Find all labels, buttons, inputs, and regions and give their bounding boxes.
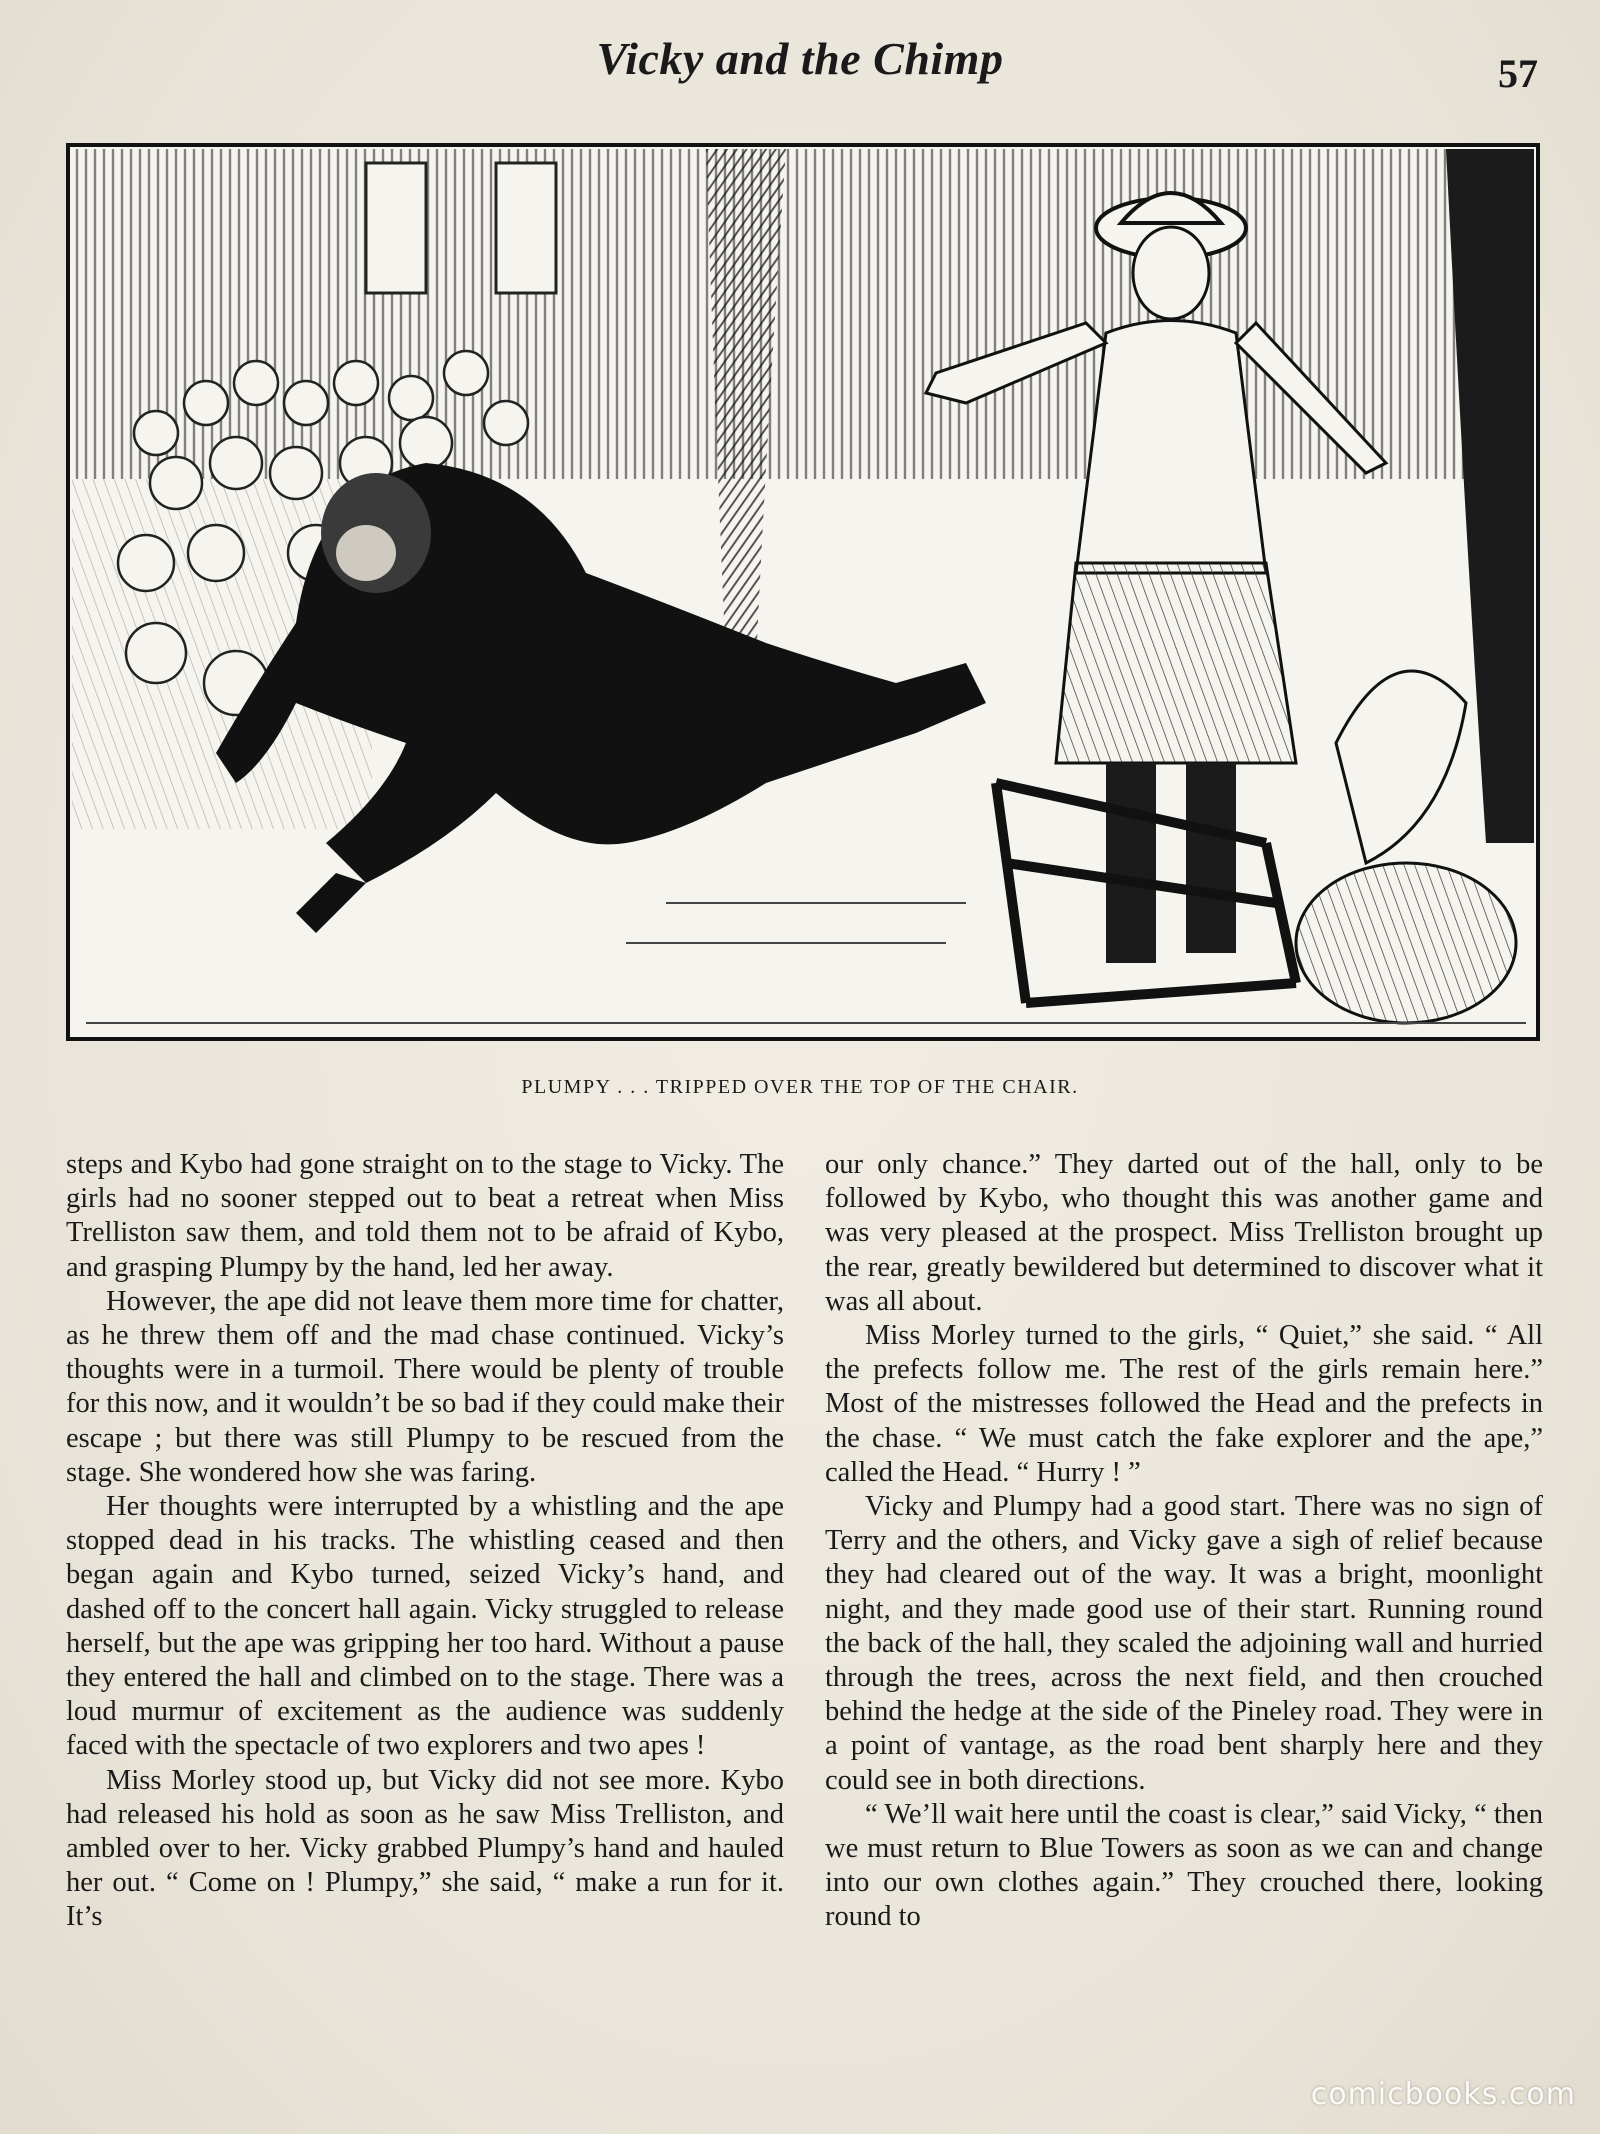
paragraph: “ We’ll wait here until the coast is clear,” said Vicky, “ then we must return to Blue Towers as soon as we can and change into our own clothes again.” They crouched there, looking round to — [825, 1798, 1543, 1933]
paragraph: Miss Morley turned to the girls, “ Quiet,” she said. “ All the prefects follow me. The rest of the girls remain here.” Most of the mistresses followed the Head and the prefects in the chase. “ We must catch the fake explorer and the ape,” called the Head. “ Hurry ! ” — [825, 1320, 1543, 1488]
illustration-drawing — [66, 143, 1540, 1041]
paragraph: However, the ape did not leave them more time for chatter, as he threw them off and the mad chase continued. Vicky’s thoughts were in a turmoil. There would be plenty of trouble for this now, and it wouldn’t be so bad if they could make their escape ; but there was still Plumpy to be rescued from the stage. She wondered how she was faring. — [66, 1285, 784, 1488]
paragraph: Miss Morley stood up, but Vicky did not see more. Kybo had released his hold as soon as he saw Miss Trelliston, and ambled over to her. Vicky grabbed Plumpy’s hand and hauled her out. “ Come on ! Plumpy,” she said, “ make a run for it. It’s — [66, 1764, 784, 1933]
paragraph: our only chance.” They darted out of the hall, only to be followed by Kybo, who thought this was another game and was very pleased at the prospect. Miss Trelliston brought up the rear, greatly bewildered but determined to discover what it was all about. — [825, 1149, 1543, 1317]
illustration-caption: PLUMPY . . . TRIPPED OVER THE TOP OF THE CHAIR. — [521, 1076, 1079, 1098]
text-column-right — [825, 1148, 1543, 1935]
page-number: 57 — [1498, 51, 1538, 96]
story-illustration — [66, 143, 1540, 1041]
text-column-left — [66, 1148, 784, 1935]
watermark: comicbooks.com — [1310, 2077, 1576, 2112]
running-title: Vicky and the Chimp — [596, 33, 1004, 84]
paragraph: Her thoughts were interrupted by a whistling and the ape stopped dead in his tracks. The whistling ceased and then began again and Kybo turned, seized Vicky’s hand, and dashed off to the concert hall again. Vicky struggled to release herself, but the ape was gripping her too hard. Without a pause they entered the hall and climbed on to the stage. There was a loud murmur of excitement as the audience was suddenly faced with the spectacle of two explorers and two apes ! — [66, 1491, 784, 1762]
paragraph: steps and Kybo had gone straight on to the stage to Vicky. The girls had no sooner stepped out to beat a retreat when Miss Trelliston saw them, and told them not to be afraid of Kybo, and grasping Plumpy by the hand, led her away. — [66, 1149, 784, 1283]
paragraph: Vicky and Plumpy had a good start. There was no sign of Terry and the others, and Vicky gave a sigh of relief because they had cleared out of the way. It was a bright, moonlight night, and they made good use of their start. Running round the back of the hall, they scaled the adjoining wall and hurried through the trees, across the next field, and then crouched behind the hedge at the side of the Pineley road. They were in a point of vantage, as the road bent sharply here and they could see in both directions. — [825, 1491, 1543, 1796]
